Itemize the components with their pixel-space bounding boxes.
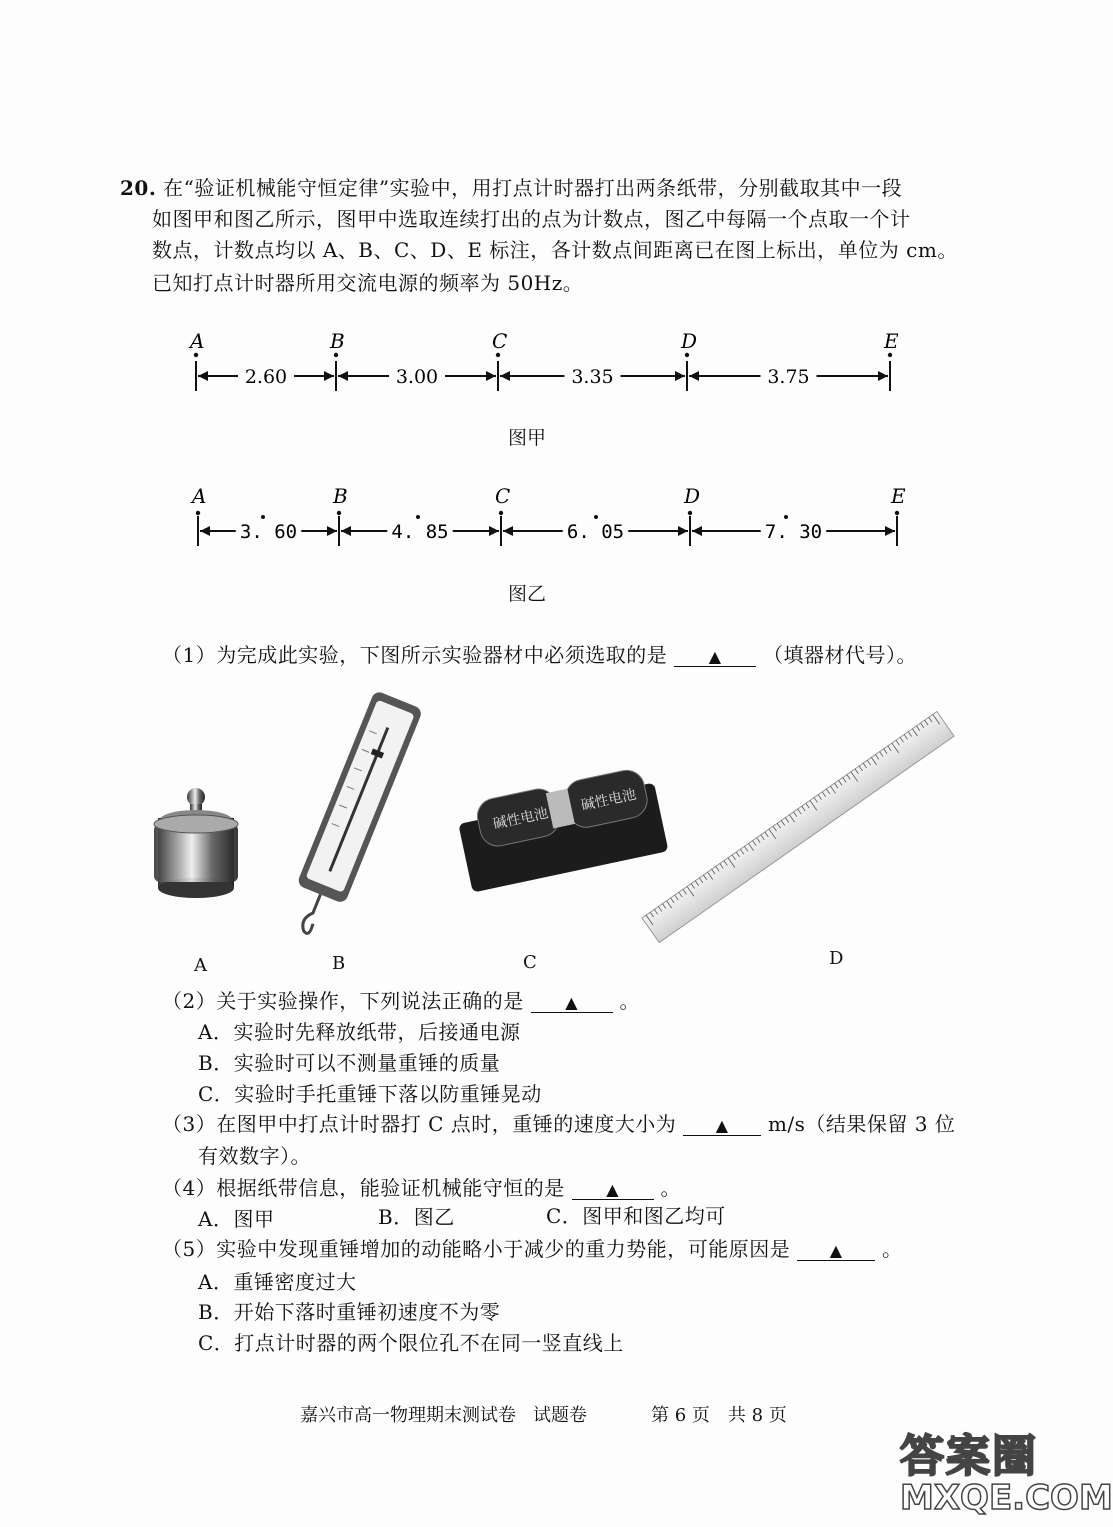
- equipment-label-d: D: [829, 948, 844, 969]
- sub-question-1: [162, 639, 917, 668]
- sub1-answer-blank[interactable]: ▲: [674, 648, 756, 667]
- tape-point-label: D: [681, 329, 698, 353]
- tape-distance-label: 4. 85: [391, 521, 449, 543]
- tape-point-dot: [196, 511, 200, 515]
- tape-point-label: A: [190, 329, 205, 353]
- dimension-arrow: [678, 526, 688, 536]
- tape-point-dot: [688, 511, 692, 515]
- tape-distance-label: 7. 30: [764, 521, 823, 543]
- tape-distance-label: 3. 60: [239, 521, 298, 543]
- tape-distance-label: 3.35: [571, 366, 614, 388]
- sub5-option-b: B．开始下落时重锤初速度不为零: [198, 1300, 501, 1324]
- sub2-option-c: C．实验时手托重锤下落以防重锤晃动: [198, 1082, 542, 1106]
- question-number: 20.: [120, 176, 157, 200]
- sub2-text-after: 。: [619, 989, 640, 1013]
- sub4-option-a: A．图甲: [198, 1207, 275, 1231]
- battery-label-1: 碱性电池: [491, 805, 550, 833]
- footer-exam-title: 嘉兴市高一物理期末测试卷: [300, 1405, 516, 1426]
- sub-question-3: [162, 1108, 955, 1137]
- tape-point-dot: [888, 353, 892, 357]
- sub1-text-after: （填器材代号）。: [762, 643, 917, 667]
- tape-yi: [190, 484, 906, 546]
- tape-intermediate-dot: [784, 515, 788, 519]
- tape-point-dot: [337, 511, 341, 515]
- tape-intermediate-dot: [261, 515, 265, 519]
- equipment-label-a: A: [194, 955, 207, 976]
- dimension-arrow: [324, 371, 334, 381]
- paper-tapes-figure: [0, 0, 1080, 620]
- sub5-option-c: C．打点计时器的两个限位孔不在同一竖直线上: [198, 1331, 624, 1355]
- sub5-answer-blank[interactable]: ▲: [797, 1242, 875, 1261]
- footer-paper-type: 试题卷: [533, 1405, 587, 1426]
- footer-page-info: 第 6 页 共 8 页: [651, 1405, 787, 1426]
- dimension-arrow: [675, 371, 685, 381]
- intro-text-3: 数点，计数点均以 A、B、C、D、E 标注，各计数点间距离已在图上标出，单位为 cm。: [152, 238, 958, 262]
- weight-image: [154, 788, 238, 898]
- sub2-option-b: B．实验时可以不测量重锤的质量: [198, 1051, 501, 1075]
- battery-holder-image: [455, 765, 669, 893]
- equipment-figure: [150, 680, 950, 950]
- sub5-option-a: A．重锤密度过大: [198, 1270, 357, 1294]
- sub4-option-b: B．图乙: [378, 1205, 455, 1229]
- dimension-arrow: [878, 371, 888, 381]
- tape-point-label: C: [495, 484, 511, 508]
- dimension-arrow: [500, 371, 510, 381]
- tape-point-label: E: [891, 484, 906, 508]
- dimension-arrow: [341, 526, 351, 536]
- sub4-option-c: C．图甲和图乙均可: [546, 1204, 726, 1228]
- sub5-text: （5）实验中发现重锤增加的动能略小于减少的重力势能，可能原因是: [162, 1237, 791, 1261]
- sub4-text: （4）根据纸带信息，能验证机械能守恒的是: [162, 1176, 565, 1200]
- sub-question-5: [162, 1233, 902, 1262]
- tape-point-dot: [334, 353, 338, 357]
- dimension-arrow: [689, 371, 699, 381]
- sub4-answer-blank[interactable]: ▲: [572, 1181, 654, 1200]
- tape-point-dot: [499, 511, 503, 515]
- tape-distance-label: 6. 05: [566, 521, 625, 543]
- tape-intermediate-dot: [594, 515, 598, 519]
- tape-point-dot: [895, 511, 899, 515]
- sub5-text-after: 。: [881, 1237, 903, 1261]
- dimension-arrow: [338, 371, 348, 381]
- dimension-arrow: [200, 526, 210, 536]
- sub3-text-after: m/s（结果保留 3 位: [767, 1112, 956, 1136]
- tape-distance-label: 3.75: [767, 366, 810, 388]
- ruler-image: [642, 712, 954, 943]
- sub3-answer-blank[interactable]: ▲: [683, 1117, 761, 1136]
- sub2-answer-blank[interactable]: ▲: [531, 994, 613, 1013]
- battery-label-2: 碱性电池: [579, 786, 638, 814]
- intro-text-4: 已知打点计时器所用交流电源的频率为 50Hz。: [152, 271, 584, 295]
- intro-text-1: 在“验证机械能守恒定律”实验中，用打点计时器打出两条纸带，分别截取其中一段: [163, 176, 903, 200]
- tape-distance-label: 3.00: [395, 366, 439, 388]
- dimension-arrow: [327, 526, 337, 536]
- watermark-logo: 答案圈: [900, 1431, 1038, 1482]
- tape-point-dot: [496, 353, 500, 357]
- tape-yi-caption: 图乙: [508, 583, 547, 605]
- sub3-line-2: 有效数字）。: [198, 1144, 311, 1168]
- dimension-arrow: [489, 526, 499, 536]
- sub4-text-after: 。: [660, 1176, 681, 1200]
- equipment-label-c: C: [523, 952, 537, 973]
- dimension-arrow: [486, 371, 496, 381]
- sub-question-2: [162, 985, 640, 1014]
- intro-text-2: 如图甲和图乙所示，图甲中选取连续打出的点为计数点，图乙中每隔一个点取一个计: [152, 207, 911, 231]
- tape-jia-caption: 图甲: [508, 427, 547, 449]
- dimension-arrow: [198, 371, 208, 381]
- dimension-arrow: [885, 526, 895, 536]
- tape-intermediate-dot: [416, 515, 420, 519]
- sub2-text: （2）关于实验操作，下列说法正确的是: [162, 989, 524, 1013]
- tape-distance-label: 2.60: [244, 366, 288, 388]
- tape-point-label: A: [192, 484, 207, 508]
- sub3-text: （3）在图甲中打点计时器打 C 点时，重锤的速度大小为: [162, 1112, 677, 1136]
- tape-point-label: B: [333, 484, 348, 508]
- watermark-site: MXQE.COM: [900, 1478, 1113, 1518]
- sub-question-4: [162, 1172, 681, 1201]
- tape-point-dot: [685, 353, 689, 357]
- tape-point-label: B: [330, 329, 345, 353]
- dimension-arrow: [503, 526, 513, 536]
- tape-jia: [188, 329, 899, 391]
- spring-scale-image: [281, 690, 423, 942]
- dimension-arrow: [692, 526, 702, 536]
- tape-point-label: D: [684, 484, 701, 508]
- sub1-text: （1）为完成此实验，下图所示实验器材中必须选取的是: [162, 643, 668, 667]
- sub2-option-a: A．实验时先释放纸带，后接通电源: [198, 1020, 521, 1044]
- tape-point-label: C: [492, 329, 508, 353]
- tape-point-dot: [194, 353, 198, 357]
- equipment-label-b: B: [332, 953, 346, 974]
- tape-point-label: E: [884, 329, 899, 353]
